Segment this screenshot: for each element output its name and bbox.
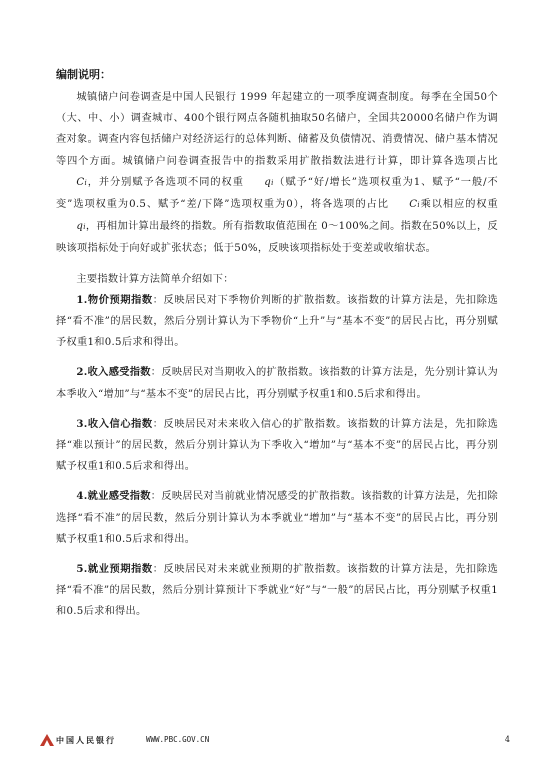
symbol-c-i: Ci xyxy=(76,176,88,188)
index-term: 5.就业预期指数 xyxy=(76,563,153,576)
intro-text-1: 城镇储户问卷调查是中国人民银行 1999 年起建立的一项季度调查制度。每季在全国50个（大、中、小）调查城市、400个银行网点各随机抽取50名储户，全国共20000名储户作为调查对象。调查内容包括储户对经济运行的总体判断、储蓄及负债情况、消费情况、储户基本情况等四个方面。城镇储户问卷调查报告中的指数采用扩散指数法进行计算，即计算各选项占比 xyxy=(56,92,498,167)
intro-text-5: ，再相加计算出最终的指数。所有指数取值范围在 0～100%之间。指数在50%以上，反映该项指标处于向好或扩张状态；低于50%，反映该项指标处于变差或收缩状态。 xyxy=(56,221,498,255)
intro-text-3: （赋予“好/增长”选项权重为1、赋予“一般/不变”选项权重为0.5、赋予“差/下降”选项权重为0），将各选项的占比 xyxy=(56,176,498,211)
index-desc: ：反映居民对未来就业预期的扩散指数。该指数的计算方法是，先扣除选择“看不准”的居民数，然后分别计算预计下季就业“好”与“一般”的居民占比，再分别赋予权重1和0.5后求和得出。 xyxy=(56,564,498,618)
intro-text-4: 乘以相应的权重 xyxy=(419,199,498,211)
index-item-4 xyxy=(56,486,498,550)
index-term: 1.物价预期指数 xyxy=(76,293,153,306)
footer-url[interactable]: WWW.PBC.GOV.CN xyxy=(146,735,210,744)
index-term: 3.收入信心指数 xyxy=(76,417,153,430)
index-item-5 xyxy=(56,559,498,623)
symbol-q-i-2: qi xyxy=(76,221,86,233)
section-heading: 编制说明： xyxy=(56,68,111,81)
intro-text-2: ，并分别赋予各选项不同的权重 xyxy=(87,176,244,188)
symbol-q-i: qi xyxy=(264,176,274,188)
index-term: 2.收入感受指数 xyxy=(76,366,151,379)
index-desc: ：反映居民对下季物价判断的扩散指数。该指数的计算方法是，先扣除选择“看不准”的居民数，然后分别计算认为下季物价“上升”与“基本不变”的居民占比，再分别赋予权重1和0.5后求和得出。 xyxy=(56,294,498,349)
page-number: 4 xyxy=(504,735,510,744)
page-footer xyxy=(40,730,510,750)
pbc-logo-icon xyxy=(40,734,54,746)
intro-paragraph xyxy=(56,87,498,260)
index-desc: ：反映居民对当前就业情况感受的扩散指数。该指数的计算方法是，先扣除选择“看不准”的居民数，然后分别计算认为本季就业“增加”与“基本不变”的居民占比，再分别赋予权重1和0.5后求和得出。 xyxy=(56,491,498,545)
index-desc: ：反映居民对当期收入的扩散指数。该指数的计算方法是，先分别计算认为本季收入“增加”与“基本不变”的居民占比，再分别赋予权重1和0.5后求和得出。 xyxy=(56,367,498,400)
index-item-2 xyxy=(56,362,498,404)
index-term: 4.就业感受指数 xyxy=(76,490,151,503)
document-body xyxy=(56,66,498,623)
footer-bank-name: 中国人民银行 xyxy=(56,735,116,745)
methods-intro: 主要指数计算方法简单介绍如下： xyxy=(76,273,234,285)
symbol-c-i-2: Ci xyxy=(409,199,420,211)
index-item-1 xyxy=(56,290,498,354)
index-item-3 xyxy=(56,414,498,478)
index-desc: ：反映居民对未来收入信心的扩散指数。该指数的计算方法是，先扣除选择“难以预计”的居民数，然后分别计算认为下季收入“增加”与“基本不变”的居民占比，再分别赋予权重1和0.5后求和得出。 xyxy=(56,418,498,473)
